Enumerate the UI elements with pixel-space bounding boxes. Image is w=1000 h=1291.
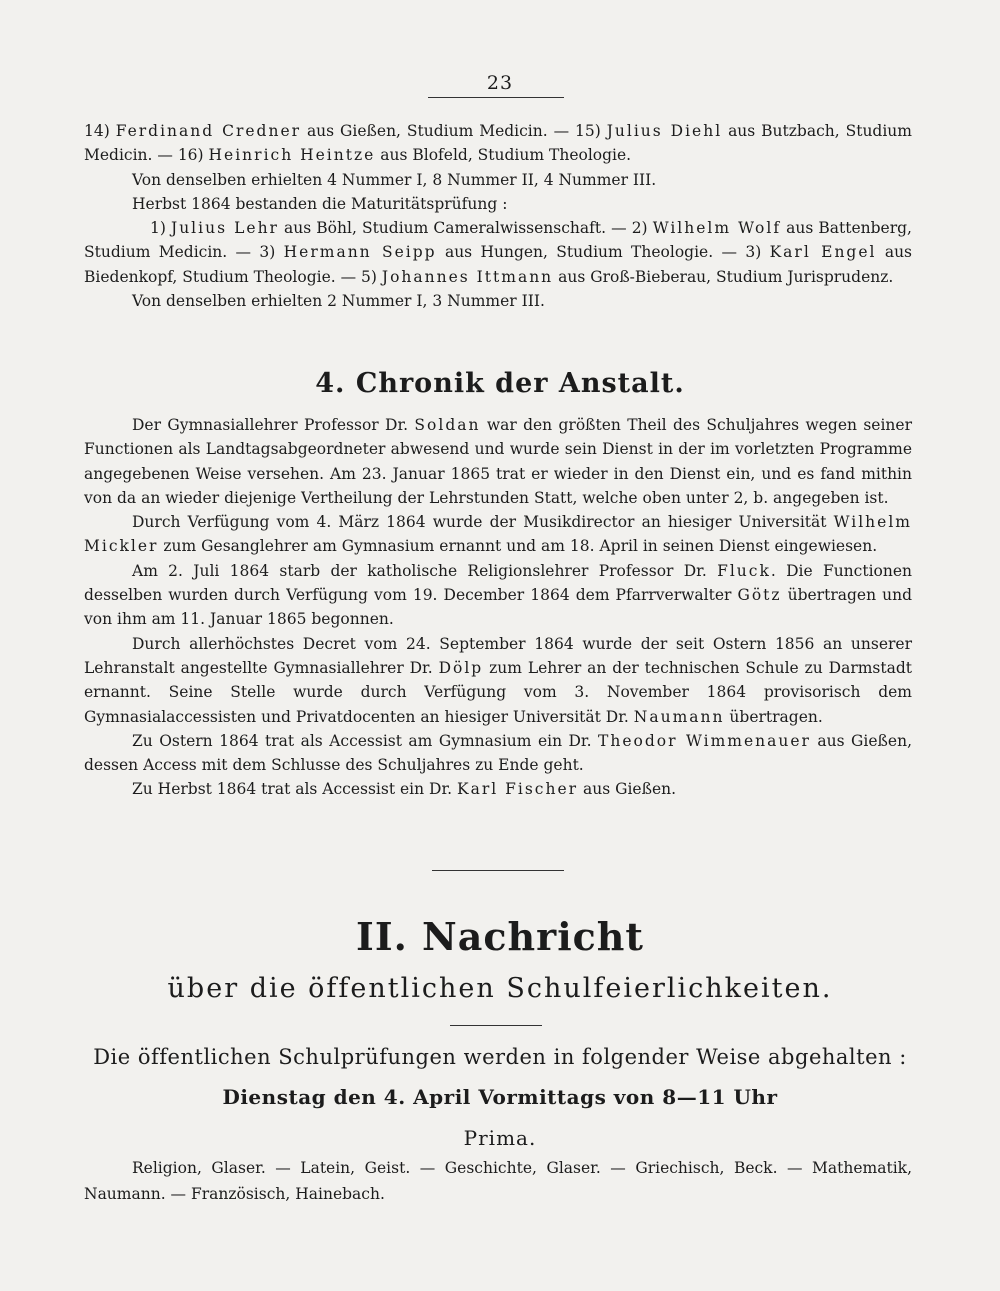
section-subheading: über die öffentlichen Schulfeierlichkeiten. xyxy=(167,973,833,1004)
section-divider xyxy=(432,870,564,871)
schedule-line: Religion, Glaser. — Latein, Geist. — Geschichte, Glaser. — Griechisch, Beck. — Mathematik, Naumann. — Französisch, Hainebach. xyxy=(84,1159,912,1203)
paragraph: Durch Verfügung vom 4. März 1864 wurde der Musikdirector an hiesiger Universität Wilhelm Mickler zum Gesanglehrer am Gymnasium ernannt und am 18. April in seinen Dienst eingewiesen. xyxy=(84,513,912,556)
graduates-section xyxy=(84,119,912,313)
section-heading-chronik: 4. Chronik der Anstalt. xyxy=(315,368,685,399)
paragraph: Der Gymnasiallehrer Professor Dr. Soldan war den größten Theil des Schuljahres wegen seiner Functionen als Landtagsabgeordneter abwesend und wurde sein Dienst in der im vorletzten Programme angegebenen Weise versehen. Am 23. Januar 1865 trat er wieder in den Dienst ein, und es fand mithin von da an wieder diejenige Vertheilung der Lehrstunden Statt, welche oben unter 2, b. angegeben ist. xyxy=(84,416,912,507)
paragraph: Zu Ostern 1864 trat als Accessist am Gymnasium ein Dr. Theodor Wimmenauer aus Gießen, dessen Access mit dem Schlusse des Schuljahres zu Ende geht. xyxy=(84,731,912,775)
paragraph: Von denselben erhielten 4 Nummer I, 8 Nummer II, 4 Nummer III. xyxy=(132,170,657,189)
header-rule xyxy=(428,97,564,98)
paragraph: 14) Ferdinand Credner aus Gießen, Studium Medicin. — 15) Julius Diehl aus Butzbach, Studium Medicin. — 16) Heinrich Heintze aus Blofeld, Studium Theologie. xyxy=(84,122,912,165)
subheading-rule xyxy=(450,1025,542,1026)
exam-intro: Die öffentlichen Schulprüfungen werden in folgender Weise abgehalten : xyxy=(93,1045,907,1069)
page-number: 23 xyxy=(486,72,514,94)
paragraph: Herbst 1864 bestanden die Maturitätsprüfung : xyxy=(132,194,508,213)
exam-schedule xyxy=(84,1155,912,1207)
class-name: Prima. xyxy=(463,1126,537,1150)
paragraph: Zu Herbst 1864 trat als Accessist ein Dr. Karl Fischer aus Gießen. xyxy=(132,780,677,799)
paragraph: 1) Julius Lehr aus Böhl, Studium Cameralwissenschaft. — 2) Wilhelm Wolf aus Battenberg, Studium Medicin. — 3) Hermann Seipp aus Hungen, Studium Theologie. — 3) Karl Engel aus Biedenkopf, Studium Theologie. — 5) Johannes Ittmann aus Groß-Bieberau, Studium Jurisprudenz. xyxy=(84,219,913,286)
paragraph: Von denselben erhielten 2 Nummer I, 3 Nummer III. xyxy=(132,292,545,311)
section-heading-nachricht: II. Nachricht xyxy=(356,914,644,959)
chronicle-section xyxy=(84,413,912,802)
paragraph: Am 2. Juli 1864 starb der katholische Religionslehrer Professor Dr. Fluck. Die Functionen desselben wurden durch Verfügung vom 19. December 1864 dem Pfarrverwalter Götz übertragen und von ihm am 11. Januar 1865 begonnen. xyxy=(84,561,912,629)
exam-date: Dienstag den 4. April Vormittags von 8—11 Uhr xyxy=(222,1085,778,1109)
paragraph: Durch allerhöchstes Decret vom 24. September 1864 wurde der seit Ostern 1856 an unserer Lehranstalt angestellte Gymnasiallehrer Dr. Dölp zum Lehrer an der technischen Schule zu Darmstadt ernannt. Seine Stelle wurde durch Verfügung vom 3. November 1864 provisorisch dem Gymnasialaccessisten und Privatdocenten an hiesiger Universität Dr. Naumann übertragen. xyxy=(84,634,912,726)
